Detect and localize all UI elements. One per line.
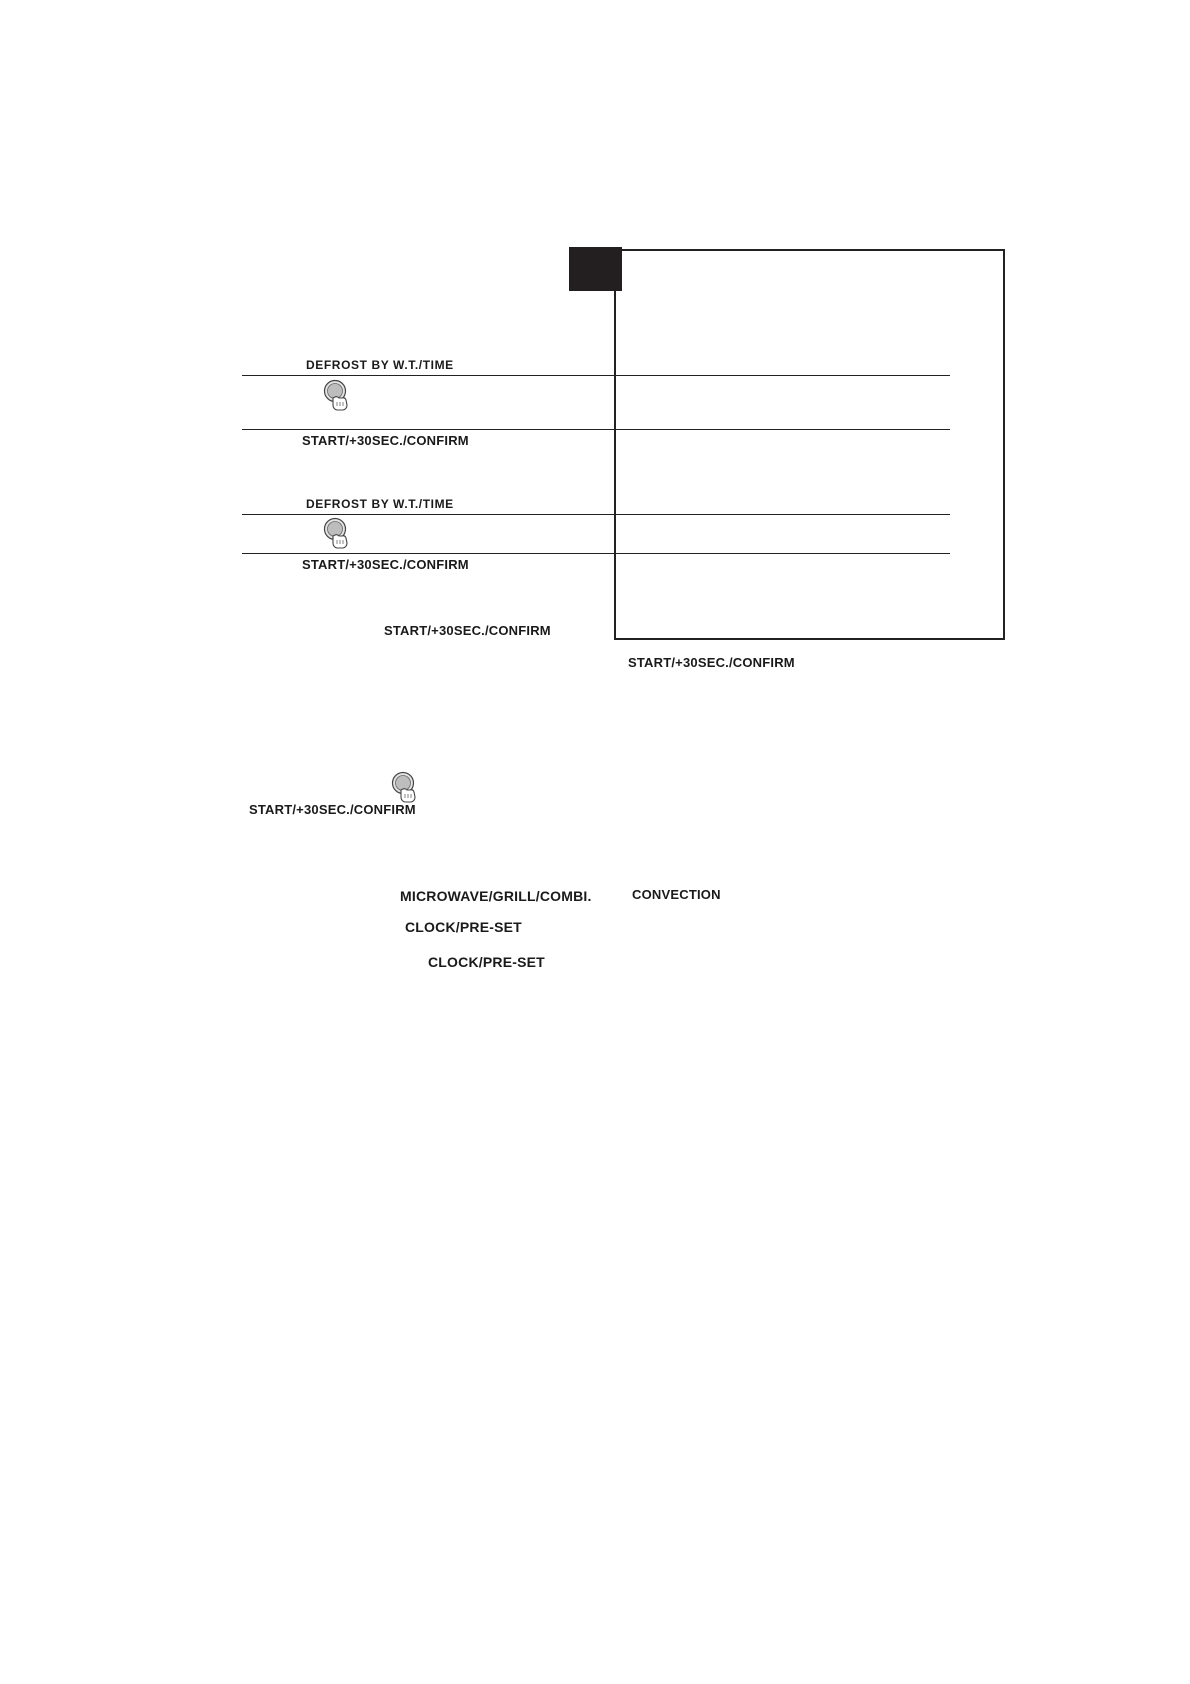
microwave-grill-combi-label: MICROWAVE/GRILL/COMBI. bbox=[400, 888, 592, 904]
table-rule-4 bbox=[242, 553, 950, 554]
defrost-button-label: DEFROST BY W.T./TIME bbox=[306, 497, 454, 511]
table-rule-1 bbox=[242, 375, 950, 376]
rotary-knob-icon bbox=[390, 770, 418, 804]
table-rule-2 bbox=[242, 429, 950, 430]
rotary-knob-icon bbox=[322, 378, 350, 412]
start-button-label: START/+30SEC./CONFIRM bbox=[249, 802, 416, 817]
convection-label: CONVECTION bbox=[632, 887, 721, 902]
start-button-label: START/+30SEC./CONFIRM bbox=[384, 623, 551, 638]
clock-preset-label: CLOCK/PRE-SET bbox=[405, 919, 522, 935]
section-tab-block bbox=[569, 247, 622, 291]
clock-preset-label: CLOCK/PRE-SET bbox=[428, 954, 545, 970]
start-button-label: START/+30SEC./CONFIRM bbox=[628, 655, 795, 670]
rotary-knob-icon bbox=[322, 516, 350, 550]
note-frame bbox=[614, 249, 1005, 640]
start-button-label: START/+30SEC./CONFIRM bbox=[302, 433, 469, 448]
defrost-button-label: DEFROST BY W.T./TIME bbox=[306, 358, 454, 372]
start-button-label: START/+30SEC./CONFIRM bbox=[302, 557, 469, 572]
table-rule-3 bbox=[242, 514, 950, 515]
